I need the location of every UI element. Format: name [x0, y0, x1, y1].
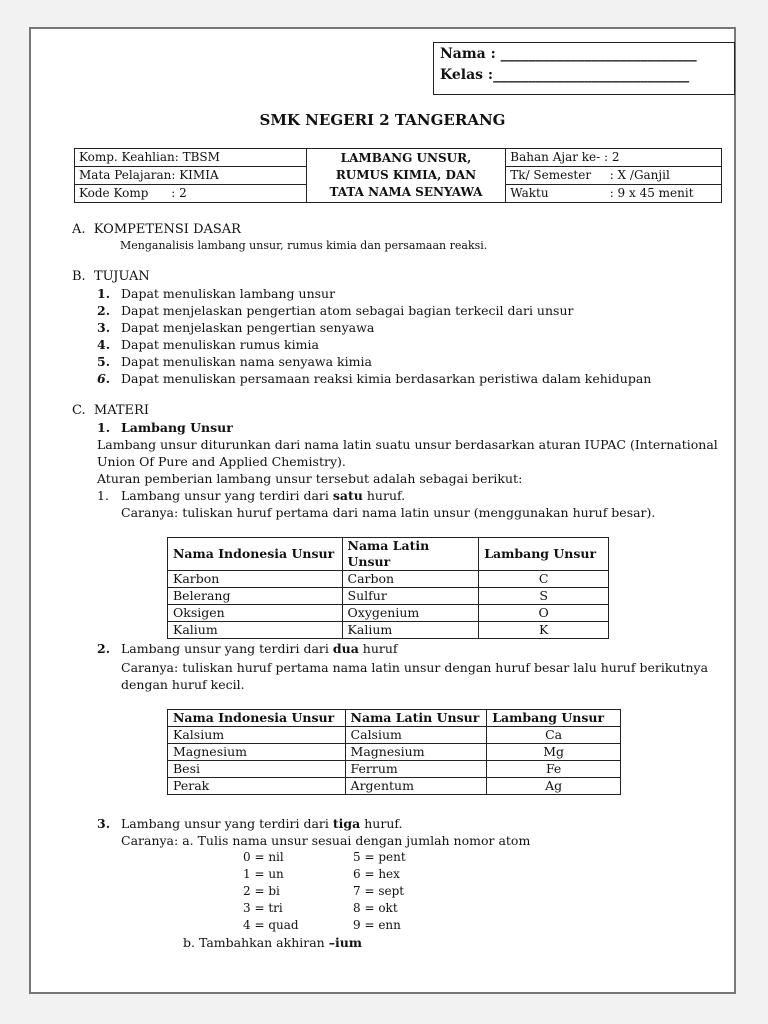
list-item: 4 = quad 9 = enn	[243, 918, 401, 932]
table-header: Nama Latin Unsur	[345, 710, 487, 727]
table-one-letter	[167, 537, 609, 639]
table-header: Lambang Unsur	[487, 710, 621, 727]
list-item: 3 = tri 8 = okt	[243, 901, 398, 915]
table-row: Karbon Carbon C	[168, 571, 609, 588]
table-row: Belerang Sulfur S	[168, 588, 609, 605]
class-line: Kelas :____________________________	[440, 67, 690, 83]
step-b-line: b. Tambahkan akhiran –ium	[183, 935, 363, 950]
name-line: Nama : ____________________________	[440, 46, 697, 62]
table-two-letter	[167, 709, 621, 795]
rule-3-method: Caranya: a. Tulis nama unsur sesuai dengan jumlah nomor atom	[121, 833, 531, 848]
list-item: 5. Dapat menuliskan nama senyawa kimia	[97, 354, 372, 369]
rule-3-line: 3. Lambang unsur yang terdiri dari tiga huruf.	[97, 816, 403, 831]
header-semester-label: Tk/ Semester	[506, 167, 606, 185]
table-row: Kalium Kalium K	[168, 622, 609, 639]
rule-2-line: 2. Lambang unsur yang terdiri dari dua huruf	[97, 641, 398, 656]
rule-2-method-2: dengan huruf kecil.	[121, 677, 245, 692]
header-kode-komp: Kode Komp : 2	[75, 185, 307, 203]
rule-2-method-1: Caranya: tuliskan huruf pertama nama latin unsur dengan huruf besar lalu huruf berikutnya	[121, 660, 709, 675]
table-row: Magnesium Magnesium Mg	[168, 744, 621, 761]
paragraph-line-1: Lambang unsur diturunkan dari nama latin suatu unsur berdasarkan aturan IUPAC (International	[97, 437, 718, 452]
list-item: 6. Dapat menuliskan persamaan reaksi kimia berdasarkan peristiwa dalam kehidupan	[97, 371, 652, 386]
list-item: 2. Dapat menjelaskan pengertian atom sebagai bagian terkecil dari unsur	[97, 303, 574, 318]
header-table	[74, 148, 722, 203]
school-title: SMK NEGERI 2 TANGERANG	[259, 111, 506, 129]
header-waktu-value: : 9 x 45 menit	[606, 185, 722, 203]
number-prefix-list	[243, 849, 406, 934]
paragraph-line-2: Union Of Pure and Applied Chemistry).	[97, 454, 346, 469]
header-waktu-label: Waktu	[506, 185, 606, 203]
section-c-heading: C. MATERI	[72, 403, 149, 418]
rule-1-line: 1. Lambang unsur yang terdiri dari satu huruf.	[97, 488, 406, 503]
document-page	[29, 27, 736, 994]
table-header: Nama Indonesia Unsur	[168, 538, 343, 571]
list-item: 1 = un 6 = hex	[243, 867, 400, 881]
table-row: Besi Ferrum Fe	[168, 761, 621, 778]
list-item: 4. Dapat menuliskan rumus kimia	[97, 337, 319, 352]
header-bahan-ajar: Bahan Ajar ke- : 2	[506, 149, 722, 167]
list-item: 3. Dapat menjelaskan pengertian senyawa	[97, 320, 375, 335]
table-header: Nama Latin Unsur	[342, 538, 479, 571]
list-item: 1. Dapat menuliskan lambang unsur	[97, 286, 336, 301]
table-header: Nama Indonesia Unsur	[168, 710, 346, 727]
name-class-box	[433, 42, 735, 95]
table-row: Oksigen Oxygenium O	[168, 605, 609, 622]
paragraph-line-3: Aturan pemberian lambang unsur tersebut adalah sebagai berikut:	[97, 471, 523, 486]
table-row: Perak Argentum Ag	[168, 778, 621, 795]
list-item: 0 = nil 5 = pent	[243, 850, 406, 864]
rule-1-method: Caranya: tuliskan huruf pertama dari nama latin unsur (menggunakan huruf besar).	[121, 505, 656, 520]
section-a-heading: A. KOMPETENSI DASAR	[72, 222, 241, 237]
table-header: Lambang Unsur	[479, 538, 609, 571]
header-komp-keahlian: Komp. Keahlian: TBSM	[75, 149, 307, 167]
section-b-heading: B. TUJUAN	[72, 269, 150, 284]
list-item: 2 = bi 7 = sept	[243, 884, 405, 898]
table-row: Kalsium Calsium Ca	[168, 727, 621, 744]
section-a-text: Menganalisis lambang unsur, rumus kimia dan persamaan reaksi.	[120, 239, 488, 252]
header-mata-pelajaran: Mata Pelajaran: KIMIA	[75, 167, 307, 185]
subsection-1-heading: 1. Lambang Unsur	[97, 420, 233, 435]
objectives-list	[97, 285, 651, 387]
header-semester-value: : X /Ganjil	[606, 167, 722, 185]
header-topic-title: LAMBANG UNSUR, RUMUS KIMIA, DAN TATA NAMA SENYAWA	[306, 149, 506, 203]
